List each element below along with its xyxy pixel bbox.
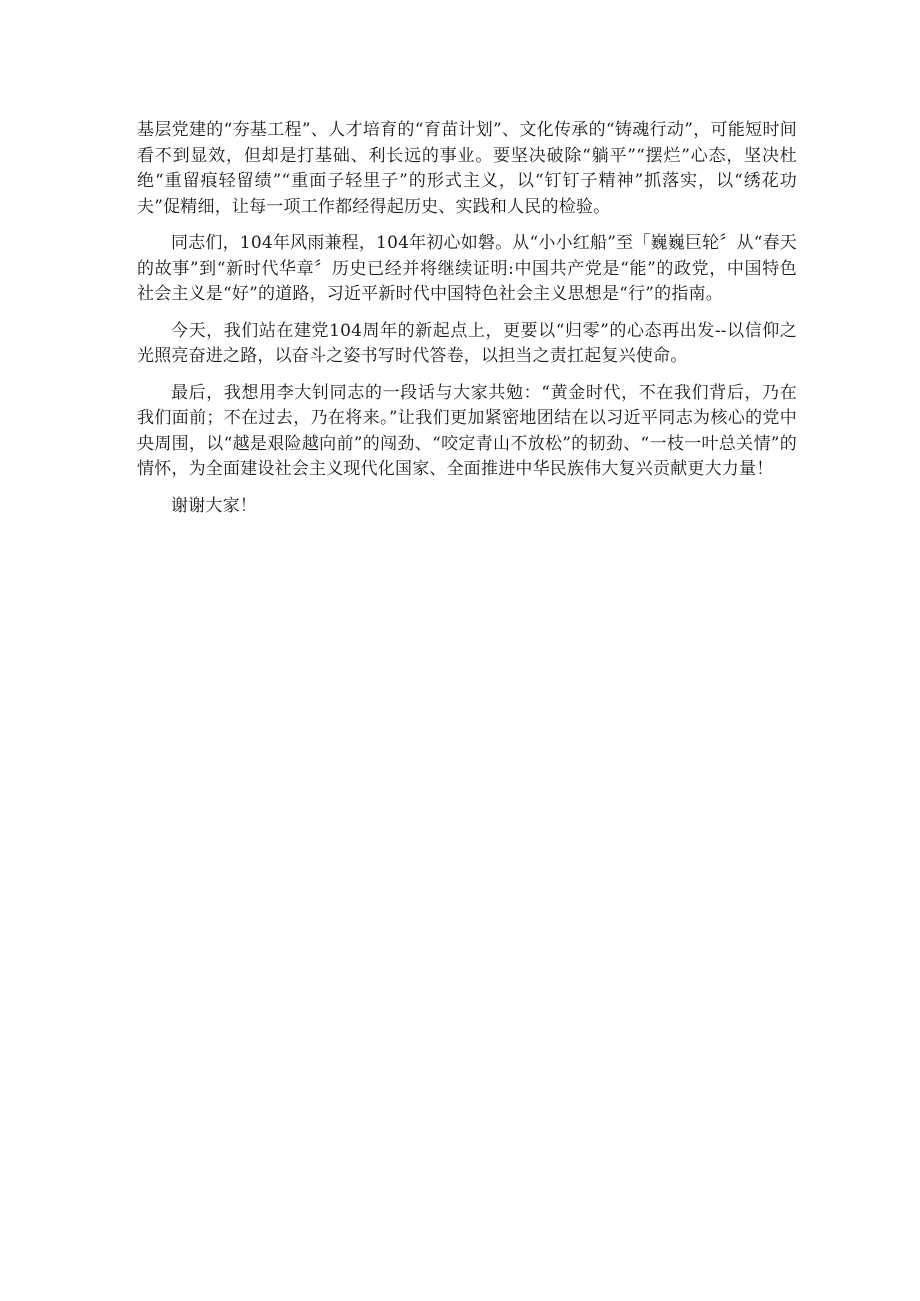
closing-remark: 谢谢大家！ [171,495,257,516]
paragraph: 最后，我想用李大钊同志的一段话与大家共勉：“黄金时代，不在我们背后，乃在我们面前；不在过去，乃在将来。”让我们更加紧密地团结在以习近平同志为核心的党中央周围，以“越是艰险越向前”的闯劲、“咬定青山不放松”的韧劲、“一枝一叶总关情”的情怀，为全面建设社会主义现代化国家、全面推进中华民族伟大复兴贡献更大力量！ [137,382,797,479]
document-body [137,118,797,530]
paragraph: 基层党建的“夯基工程”、人才培育的“育苗计划”、文化传承的“铸魂行动”，可能短时间看不到显效，但却是打基础、利长远的事业。要坚决破除“躺平”“摆烂”心态，坚决杜绝“重留痕轻留绩”“重面子轻里子”的形式主义，以“钉钉子精神”抓落实，以“绣花功夫”促精细，让每一项工作都经得起历史、实践和人民的检验。 [137,120,797,217]
paragraph: 今天，我们站在建党104周年的新起点上，更要以“归零”的心态再出发--以信仰之光照亮奋进之路，以奋斗之姿书写时代答卷，以担当之责扛起复兴使命。 [137,320,797,366]
paragraph: 同志们，104年风雨兼程，104年初心如磐。从“小小红船”至「巍巍巨轮〞从“春天的故事”到“新时代华章〞历史已经并将继续证明:中国共产党是“能”的政党，中国特色社会主义是“好”的道路，习近平新时代中国特色社会主义思想是“行”的指南。 [137,233,797,304]
